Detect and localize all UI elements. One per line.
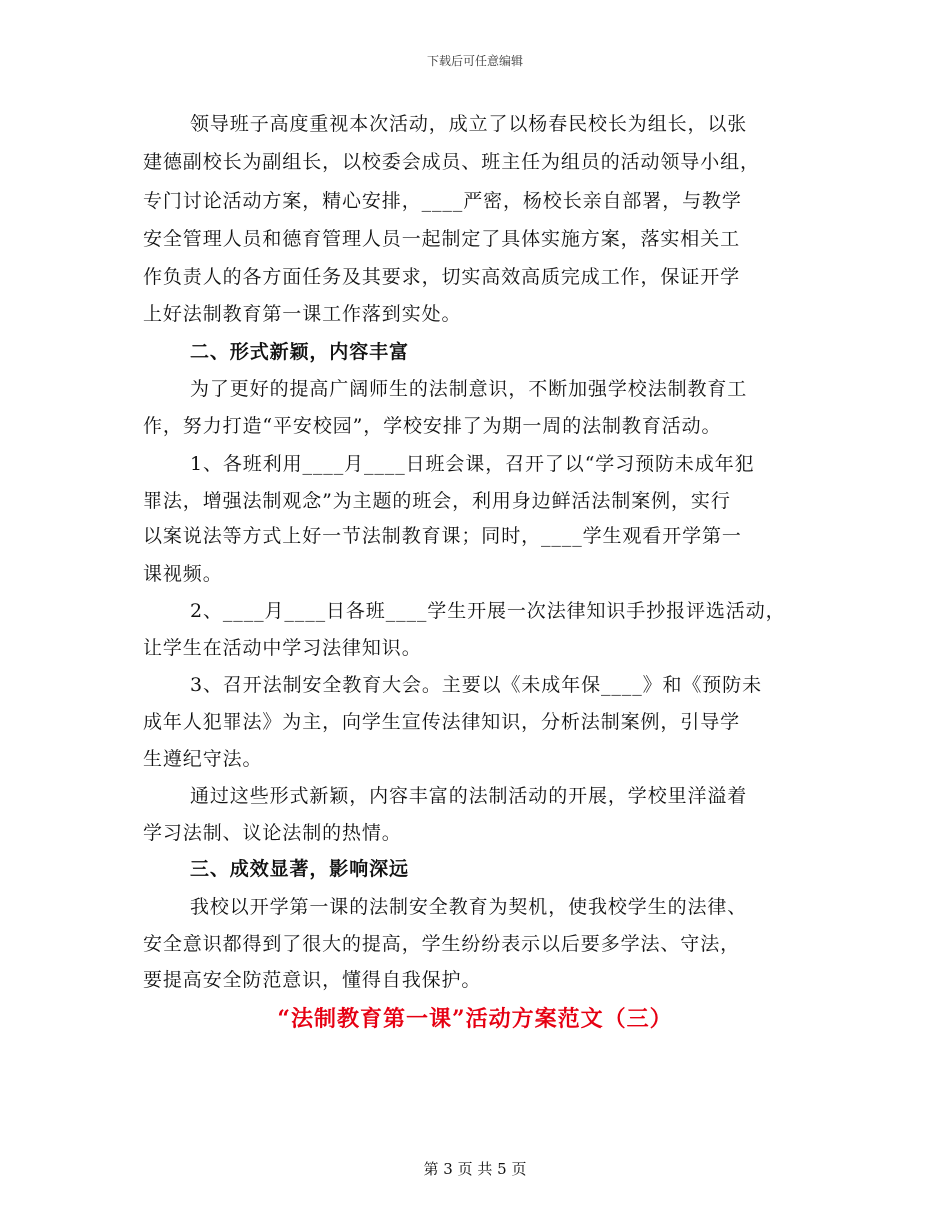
paragraph-line: 作负责人的各方面任务及其要求，切实高效高质完成工作，保证开学 xyxy=(143,266,741,288)
paragraph-line: 要提高安全防范意识，懂得自我保护。 xyxy=(143,969,482,991)
paragraph-line: 我校以开学第一课的法制安全教育为契机，使我校学生的法律、 xyxy=(190,896,748,918)
paragraph-line: 1、各班利用____月____日班会课，召开了以“学习预防未成年犯 xyxy=(190,453,755,475)
paragraph-line: 建德副校长为副组长，以校委会成员、班主任为组员的活动领导小组， xyxy=(143,151,760,173)
paragraph-line: 课视频。 xyxy=(143,563,223,585)
paragraph-line: 2、____月____日各班____学生开展一次法律知识手抄报评选活动， xyxy=(190,600,786,622)
paragraph-line: 以案说法等方式上好一节法制教育课；同时，____学生观看开学第一 xyxy=(143,525,742,547)
page-header: 下载后可任意编辑 xyxy=(426,54,523,68)
paragraph-line: 安全管理人员和德育管理人员一起制定了具体实施方案，落实相关工 xyxy=(143,228,741,250)
section-heading: 三、成效显著，影响深远 xyxy=(190,858,409,880)
paragraph-line: 专门讨论活动方案，精心安排，____严密，杨校长亲自部署，与教学 xyxy=(143,190,742,212)
document-title: “法制教育第一课”活动方案范文（三） xyxy=(277,1006,673,1032)
paragraph-line: 作，努力打造“平安校园”，学校安排了为期一周的法制教育活动。 xyxy=(143,415,722,437)
paragraph-line: 成年人犯罪法》为主，向学生宣传法律知识，分析法制案例，引导学 xyxy=(143,711,741,733)
section-heading: 二、形式新颖，内容丰富 xyxy=(190,341,409,363)
page-number: 第 3 页 共 5 页 xyxy=(423,1160,527,1178)
paragraph-line: 生遵纪守法。 xyxy=(143,748,263,770)
paragraph-line: 为了更好的提高广阔师生的法制意识，不断加强学校法制教育工 xyxy=(190,378,748,400)
paragraph-line: 学习法制、议论法制的热情。 xyxy=(143,822,402,844)
paragraph-line: 让学生在活动中学习法律知识。 xyxy=(143,637,422,659)
paragraph-line: 通过这些形式新颖，内容丰富的法制活动的开展，学校里洋溢着 xyxy=(190,785,748,807)
paragraph-line: 安全意识都得到了很大的提高，学生纷纷表示以后要多学法、守法， xyxy=(143,933,741,955)
paragraph-line: 上好法制教育第一课工作落到实处。 xyxy=(143,303,462,325)
paragraph-line: 领导班子高度重视本次活动，成立了以杨春民校长为组长，以张 xyxy=(190,113,748,135)
paragraph-line: 3、召开法制安全教育大会。主要以《未成年保____》和《预防未 xyxy=(190,674,762,696)
paragraph-line: 罪法，增强法制观念”为主题的班会，利用身边鲜活法制案例，实行 xyxy=(143,490,731,512)
